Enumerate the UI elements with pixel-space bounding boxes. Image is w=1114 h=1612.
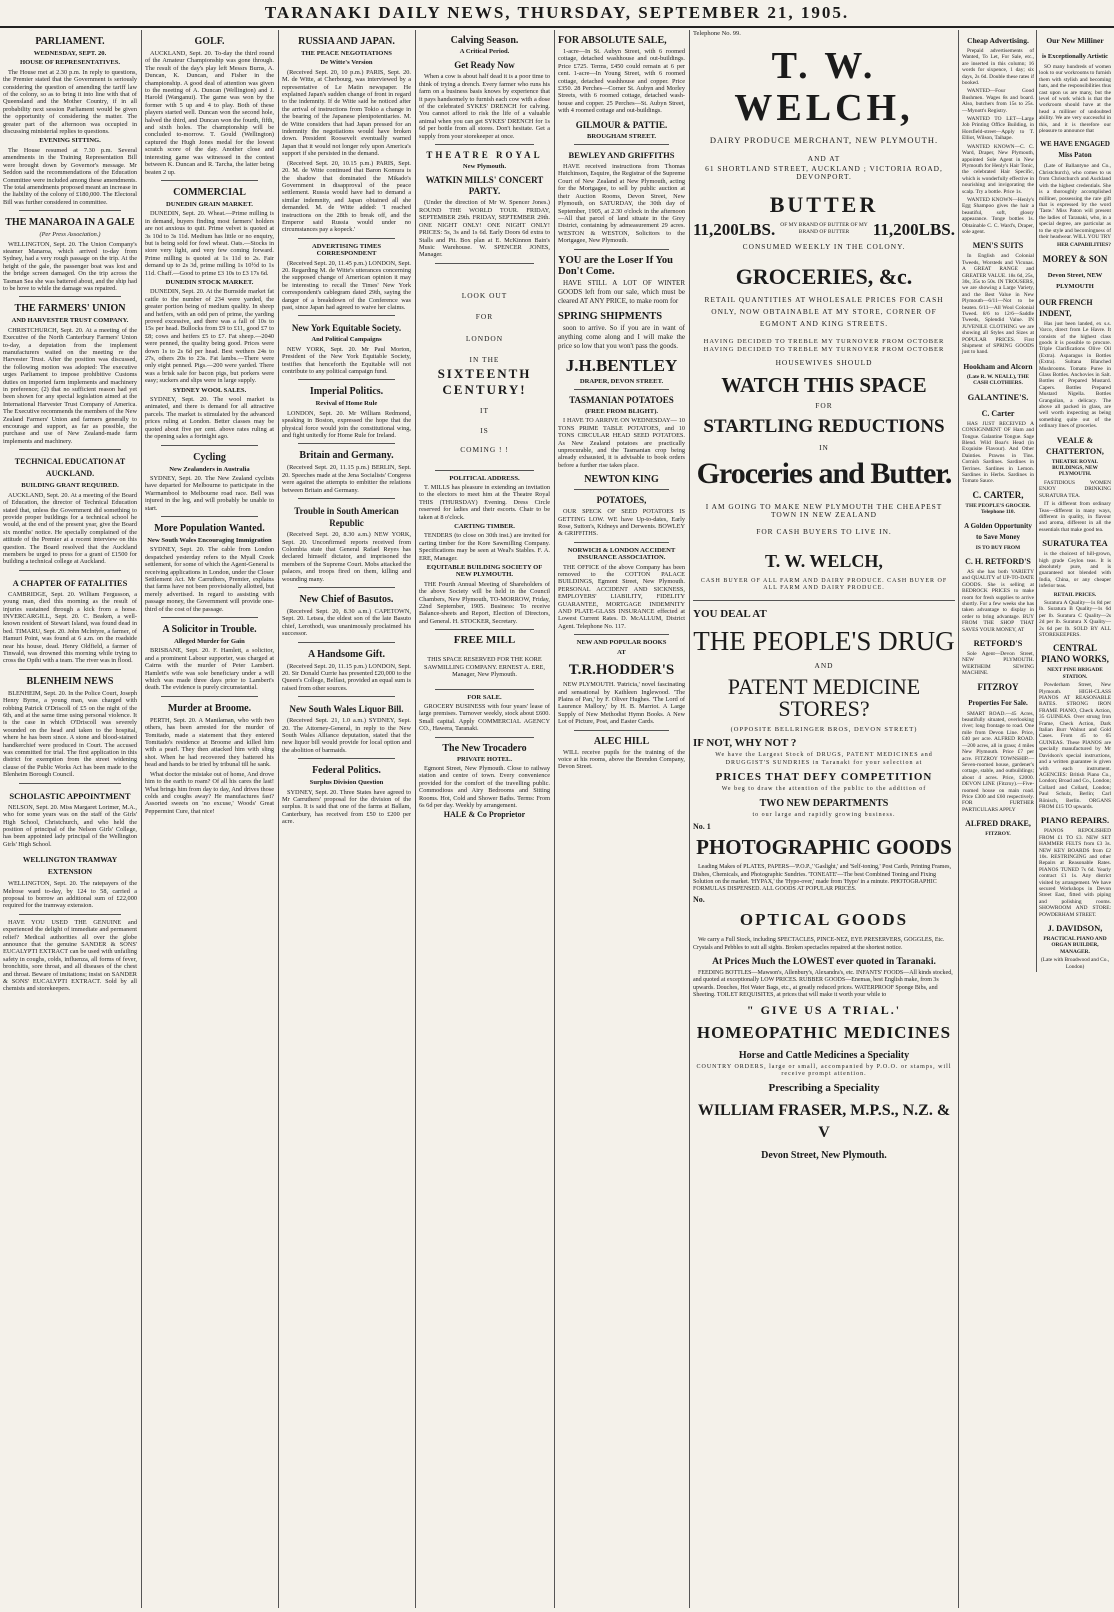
ad-heading: NORWICH & LONDON ACCIDENT INSURANCE ASSOCIATION. bbox=[567, 546, 676, 562]
divider bbox=[574, 144, 669, 145]
ad-text: Sole Agent—Devon Street, NEW PLYMOUTH. WERTHEIM SEWING MACHINE. bbox=[962, 651, 1034, 677]
homeopathic-heading: HOMEOPATHIC MEDICINES bbox=[696, 1022, 952, 1042]
horse-cattle-heading: Horse and Cattle Medicines a Speciality bbox=[738, 1049, 910, 1061]
ad-heading: MEN'S SUITS bbox=[972, 241, 1024, 251]
subhead: Surplus Division Question bbox=[309, 779, 384, 787]
divider bbox=[435, 263, 534, 264]
ad-title: Calving Season. bbox=[450, 35, 519, 46]
divider bbox=[435, 144, 534, 145]
subhead: BUILDING GRANT REQUIRED. bbox=[21, 482, 119, 490]
headline: Murder at Broome. bbox=[167, 702, 252, 714]
ad-line: LOOK OUT bbox=[461, 290, 508, 300]
housewives-line: HOUSEWIVES SHOULD bbox=[775, 358, 873, 368]
ad-heading: T.R.HODDER'S bbox=[568, 662, 675, 679]
ad-subtitle: is Exceptionally Artistic bbox=[1041, 53, 1109, 60]
subhead: De Witte's Version bbox=[320, 59, 373, 67]
ad-line: FOR bbox=[475, 312, 494, 322]
headline: TECHNICAL EDUCATION AT AUCKLAND. bbox=[14, 457, 126, 479]
ad-text: WANTED TO LET—Large Job Printing Office Building, in Horsfield-street—Apply to T. Elliot, Wilson, Taihape. bbox=[962, 116, 1034, 142]
headline: New Chief of Basutos. bbox=[299, 593, 394, 605]
column-5 bbox=[555, 30, 688, 1608]
ad-subtitle: IS TO BUY FROM bbox=[975, 544, 1021, 551]
welch-and-at: AND AT bbox=[807, 153, 841, 163]
ad-heading: TASMANIAN POTATOES bbox=[569, 394, 674, 405]
drug-heading: THE PEOPLE'S DRUG bbox=[693, 626, 955, 657]
startling-heading: STARTLING REDUCTIONS bbox=[703, 415, 945, 437]
ad-title: FOR ABSOLUTE SALE, bbox=[558, 35, 667, 46]
headline: GOLF. bbox=[194, 36, 225, 47]
headline: SCHOLASTIC APPOINTMENT bbox=[9, 790, 131, 801]
ad-text: WANTED KNOWN—Henly's Egg Shampoo gives the hair a beautiful, soft, glossy appearance. Tonge bottles 1s. Obtainable C. C. Ward's, Draper, sole agent. bbox=[962, 196, 1034, 235]
ad-subtitle: Properties For Sale. bbox=[968, 698, 1028, 707]
divider bbox=[298, 498, 395, 499]
article-text: (Received Sept. 20, 10 p.m.) PARIS, Sept. 20. M. de Witte, at Cherbourg, was interviewed by a representative of Le Matin newspaper. He explained Japan's sudden change of front in regard to the indemnity. If de Witte said he noticed after the arrival of instructions from Tokio a change in the bearing of the Japanese plenipotentiaries. M. de Witte considers that had Japan pressed for an indemnity the negotiations would have broken down. President Roosevelt eventually warned Japan that it would not longer rely upon America's support if she persisted in the demand. bbox=[282, 68, 411, 158]
ad-heading: VEALE & CHATTERTON, bbox=[1046, 435, 1104, 456]
article-text: LONDON, Sept. 20. Mr William Redmond, speaking in Boston, expressed the hope that the physical force would join the constitutional wing, and fight unitedly for Home Rule for Ireland. bbox=[282, 409, 411, 440]
divider bbox=[574, 542, 669, 543]
subhead: SYDNEY WOOL SALES. bbox=[172, 386, 247, 394]
divider bbox=[574, 389, 669, 390]
advertisement-text: HAVE YOU USED THE GENUINE and experienced the delight of immediate and permanent relief? Medical authorities all over the globe announce that the genuine SANDER & SONS' EUCALYPTI EXTRACT can be used with unfailing safety in coughs, colds, influenza, all forms of fever, bronchitis, sore throat, and all diseases of the chest and throat. Beware of imitations; insist on SANDER & SONS' EUCALYPTI EXTRACT. Sold by all chemists and storekeepers. bbox=[3, 918, 137, 993]
subhead: EVENING SITTING. bbox=[39, 137, 101, 145]
right-columns bbox=[962, 30, 1111, 972]
article-text: The House resumed at 7.30 p.m. Several amendments in the Training Representation Bill were brought down by Governor's message. Mr Seddon said the recommendations of the Education Committee were included among these amendments. The total amendments proposed meant an increase in the liability of the colony of £180,000. The Electoral Bill was further considered in committee. bbox=[3, 146, 137, 206]
ad-subtitle: RETAIL PRICES. bbox=[1053, 591, 1097, 598]
department-number: No. 1 bbox=[693, 821, 711, 831]
divider bbox=[574, 249, 669, 250]
ad-footer: HALE & Co Proprietor bbox=[443, 810, 526, 820]
retail-note: RETAIL QUANTITIES AT WHOLESALE PRICES FOR CASH ONLY, NOW OBTAINABLE AT MY STORE, CORNER OF EGMONT AND KING STREETS. bbox=[704, 295, 944, 329]
divider bbox=[298, 315, 395, 316]
and-line: AND bbox=[814, 661, 834, 671]
divider bbox=[19, 914, 121, 915]
article-text: CHRISTCHURCH, Sept. 20. At a meeting of the Executive of the North Canterbury Farmers' Union to-day, a deputation from the implement manufacturers waited on the meeting re the Harvester Trust. After the position was discussed, the following motion was adopted: The executive urges Parliament to impose prohibitive Customs duties on imported farm implements and machinery in preference; (2) that no sufficient reason had yet been shown for any special legislation aimed at the International Harvester Trust Company of America. The Executive recommends the members of the New Zealand Farmers' Union and farmers generally to encourage and support, as far as possible, the purchase and use of New Zealand-made farm implements and machinery. bbox=[3, 326, 137, 445]
ad-heading: C. CARTER, bbox=[972, 489, 1024, 500]
country-orders-note: COUNTRY ORDERS, large or small, accompanied by P.O.O. or stamps, will receive prompt attention. bbox=[696, 1063, 952, 1078]
divider bbox=[19, 669, 121, 670]
divider bbox=[298, 758, 395, 759]
ad-text: WILL receive pupils for the training of the voice at his rooms, above the Brendon Company, Devon Street. bbox=[558, 748, 685, 771]
headline: New South Wales Liquor Bill. bbox=[289, 704, 404, 715]
subhead: AND HARVESTER TRUST COMPANY. bbox=[11, 317, 129, 325]
ad-subtitle: PRIVATE HOTEL. bbox=[456, 755, 513, 763]
patent-heading: PATENT MEDICINE STORES? bbox=[727, 673, 921, 721]
column-7 bbox=[962, 30, 1037, 972]
ad-text: PIANOS REPOLISHED FROM £1 TO £3. NEW SET HAMMER FELTS from £3 3s. NEW KEY BOARDS from £2 10s. RESTRINGING and other Repairs at Reasonable Rates. PIANOS TUNED 7s 6d. Yearly contract £1 1s. Any district visited by arrangement. We have secured Workshops in Devon Street East, fitted with piping and polishing rooms. SHOWROOM AND STORE: POWDERHAM STREET. bbox=[1039, 828, 1111, 918]
departments-intro: We beg to draw the attention of the public to the addition of bbox=[721, 785, 927, 792]
divider bbox=[435, 629, 534, 630]
article-text: SYDNEY, Sept. 20. The wool market is animated, and there is demand for all attractive parcels. The market is stimulated by the advanced prices ruling at London. Better classes may be quoted about five per cent. above rates ruling at the opening sales a fortnight ago. bbox=[145, 396, 274, 441]
headline: Cycling bbox=[193, 451, 226, 463]
article-text: BLENHEIM, Sept. 20. In the Police Court, Joseph Henry Byrne, a young man, was charged with robbing Patrick O'Driscoll of £5 on the night of the 6th, and at the same time using personal violence. It is the case in which O'Driscoll was severely wounded on the head and taken to the hospital, where he has been since. A stone and blood-stained handkerchief were produced in Court. The accused was committed for trial. The first application in this district for exemption from the street widening clause of the Public Works Act has been made to the Blenheim Borough Council. bbox=[3, 689, 137, 779]
divider bbox=[435, 470, 534, 471]
divider bbox=[574, 730, 669, 731]
headline: A Handsome Gift. bbox=[308, 648, 385, 660]
article-text: AUCKLAND, Sept. 20. At a meeting of the Board of Education, the director of Technical Education stated that, unless the Government did something to provide proper buildings for a technical school he would, at the end of the present year, give the Board six months' notice. He specially complained of the attitude of the Premier at a recent interview on this question. The Board resolved that the Auckland members be urged to press for a grant of £1500 for building a technical college at Auckland. bbox=[3, 491, 137, 566]
ad-text: HER CAPABILITIES? bbox=[1057, 242, 1111, 249]
divider bbox=[298, 642, 395, 643]
ad-heading: PIANO REPAIRS. bbox=[1040, 815, 1110, 826]
divider bbox=[298, 379, 395, 380]
ad-text: GROCERY BUSINESS with four years' lease of large premises. Turnover weekly, stock about £600. Small capital. Apply COMMERCIAL AGENCY CO., Hawera, Taranaki. bbox=[419, 702, 550, 733]
headline: COMMERCIAL bbox=[173, 186, 246, 198]
butter-weight-right: 11,200LBS. bbox=[872, 219, 955, 239]
article-text: The House met at 2.30 p.m. In reply to questions, the Premier stated that the Government is seriously considering the question of amending the tariff law of the colony, so as to bring it into line with that of Queensland and the Mother Country, if in all probability next session Parliament would be given the opportunity of considering the matter. The greater part of the afternoon was occupied in discussing ministerial replies to questions. bbox=[3, 68, 137, 136]
column-8 bbox=[1037, 30, 1111, 972]
fraser-address: Devon Street, New Plymouth. bbox=[761, 1150, 887, 1162]
optical-text: We carry a Full Stock, including SPECTACLES, PINCE-NEZ, EYE PRESERVERS, GOGGLES, Etc. Crystals and Pebbles to suit all sights. Broken spectacles repaired at the shortest notice. bbox=[693, 937, 945, 951]
cash-buyer-note: CASH BUYER OF ALL FARM AND DAIRY PRODUCE. CASH BUYER OF ALL FARM AND DAIRY PRODUCE. bbox=[700, 577, 948, 591]
article-text: (Received Sept. 20, 10.15 p.m.) PARIS, Sept. 20. M. de Witte continued that Baron Komura is the shadow that dominated the Mikado's Government in disapproval of the peace settlement. Russia would have had to demand a similar indemnity, and Japan obtained all she demanded. M. de Witte added: 'I reached instructions on the 28th to break off, and the Emperor said Russia would under no circumstances pay a kopeck.' bbox=[282, 159, 411, 234]
in-line: IN bbox=[819, 442, 829, 452]
divider bbox=[298, 443, 395, 444]
ad-heading: J.H.BENTLEY bbox=[565, 355, 678, 375]
ad-heading: OUR FRENCH INDENT, bbox=[1039, 297, 1093, 318]
product-list: FEEDING BOTTLES—Mawson's, Allenbury's, Alexandra's, etc. INFANTS' FOODS—All kinds stocked, and quoted at exceptionally LOW PRICES. RUBBER GOODS—Enemas, best English make, from 3s upwards. Douches, Hot Water Bags, etc., at greatly reduced prices. WATERPROOF Sponge Bibs, and Sheeting. TOILET REQUISITES, at prices that will make it worth your while to bbox=[693, 970, 953, 999]
ad-text: TENDERS (to close on 30th inst.) are invited for carting timber for the Kore Sawmilling Company. Specifications may be seen at Weal's Stables. F. A. ERE, Manager. bbox=[419, 532, 550, 562]
divider bbox=[19, 296, 121, 297]
divider bbox=[19, 570, 121, 571]
for-line: FOR bbox=[815, 401, 833, 411]
ad-title: Cheap Advertising. bbox=[967, 36, 1029, 45]
ad-text: THIS SPACE RESERVED FOR THE KORE SAWMILLING COMPANY. ERNEST A. ERE, Manager, New Plymouth. bbox=[424, 656, 545, 679]
headline: More Population Wanted. bbox=[154, 522, 265, 534]
ad-heading: YOU are the Loser If You Don't Come. bbox=[558, 254, 674, 277]
photographic-heading: PHOTOGRAPHIC GOODS bbox=[696, 835, 952, 860]
ad-text: soon to arrive. So if you are in want of anything come along and I will make the price so low that you won't pass the goods. bbox=[558, 323, 685, 350]
article-text: CAMBRIDGE, Sept. 20. William Fergusson, a young man, died this morning as the result of injuries sustained through a kick from a horse. INVERCARGILL, Sept. 20. C. Beaken, a well-known resident of Stewart Island, was found dead in bed. TIMARU, Sept. 20. John Mclntyre, a farmer, of Hamuri Point, was found at 6 a.m. on the roadside near his house, dead. Henry Oldfield, a farmer of Tinwald, was drowned this morning while trying to cross the Opihi with a team. The river was in flood. bbox=[3, 590, 137, 665]
ad-heading: ALFRED DRAKE, bbox=[965, 819, 1031, 829]
deal-heading: YOU DEAL AT bbox=[693, 608, 767, 621]
ad-text: When a cow is about half dead it is a poor time to think of trying a drench. Every farmer who runs his farm on a business basis knows by experience that it pays handsomely to furnish each cow with a dose of the celebrated SYKES' DRENCH for calving. You cannot afford to risk the life of a valuable animal when you can get SYKES' DRENCH for 1s 6d per bottle from all stores. Don't hesitate. Get a supply from your storekeeper at once. bbox=[419, 73, 550, 140]
subhead: Alleged Murder for Gain bbox=[174, 638, 245, 645]
ad-heading: BEWLEY AND GRIFFITHS bbox=[568, 150, 675, 161]
ad-text: AS she has both VARIETY and QUALITY of UP-TO-DATE GOODS. She is selling at BEDROCK PRICES to make room for fresh supplies to arrive shortly. For a few weeks she has taken advantage to display in order to bring advantage. BUY FROM THE SHOP THAT SAVES YOUR MONEY, AT bbox=[962, 568, 1034, 633]
divider bbox=[693, 600, 955, 601]
ad-subtitle: (Late R. W. NEALL), THE CASH CLOTHIERS. bbox=[966, 373, 1030, 387]
subhead: New South Wales Encouraging Immigration bbox=[147, 536, 272, 544]
ad-text: I HAVE TO ARRIVE ON WEDNESDAY— 10 TONS PRIME TABLE POTATOES, and 10 TONS CIRCULAR HEAD SEED POTATOES. As New Zealand potatoes are practically unprocurable, and the Tasmanian crop being already exhausted, it is advisable to book orders before a further rise takes place. bbox=[558, 417, 685, 469]
subhead: ADVERTISING TIMES CORRESPONDENT bbox=[311, 242, 382, 258]
ad-heading: SURATURA TEA bbox=[1042, 538, 1108, 549]
article-text: DUNEDIN, Sept. 20. At the Burnside market fat cattle to the number of 234 were yarded, the greater portion being of medium quality. In sheep and heifers, with an odd pen of prime, the yarding proved excessive, and there was a fall of 10s to 15s per head. Bullocks from £9 to £11, good £7 to £8; cows and heifers £5 to £7. Fat sheep.—2040 were penned, the quality being good. Prices were down 1s to 2s 6d per head. Best wethers 24s to 27s, others 20s to 23s. Fat lambs.—There were only eight penned. Pigs.—200 were yarded. There was a brisk sale for bacon pigs, but porkers were easy; suckers and slips were in large supply. bbox=[145, 288, 274, 385]
article-text: WELLINGTON, Sept. 20. The ratepayers of the Melrose ward to-day, by 124 to 58, carried a proposal to borrow an additional sum of £22,000 required for the tramway extension. bbox=[3, 880, 137, 910]
largest-stock-note: We have the Largest Stock of DRUGS, PATENT MEDICINES and DRUGGIST'S SUNDRIES in Taranaki for your selection at bbox=[715, 752, 933, 766]
ad-text: SMART ROAD.—45 Acres, beautifully situated, overlooking river; long frontage to road. One mile from Devon Line. Price, £40 per acre. ALFRED ROAD.—200 acres, all in grass; 4 miles New Plymouth. Price £7 per acre. FITZROY TOWNSHIP.—Seven-roomed house, gardener's cottage, stable, and outbuildings; about 4 acres. Price, £2000. DEVON LINE (Fitzroy).—Five-roomed house on main road. Price £300 and £60 respectively. FOR FURTHER PARTICULARS APPLY bbox=[962, 710, 1034, 813]
divider bbox=[574, 634, 669, 635]
ad-heading: C. Carter bbox=[981, 408, 1015, 418]
welch-subtitle: DAIRY PRODUCE MERCHANT, NEW PLYMOUTH. bbox=[709, 135, 939, 146]
ad-heading: ALEC HILL bbox=[593, 735, 650, 747]
departments-end: to our large and rapidly growing business. bbox=[752, 812, 896, 819]
divider bbox=[298, 696, 395, 697]
ad-heading: POTATOES, bbox=[596, 495, 647, 506]
ad-text: WANTED—Four Good Bushmen. Wages 8s and board. Also, butchers from 15s to 25s.—Mynott's Registry. bbox=[962, 88, 1034, 114]
ad-text: (Late of Ballantyne and Co., Christchurch), who comes to us from Christchurch and Auckland with the highest credentials. She is a thoroughly accomplished milliner, possessing the rare gift that is expressed by the word 'Taste.' Miss Paton will present the ladies of Taranaki, who, in a special degree, are particular as to the style and becomingness of their headwear. WILL YOU TRY bbox=[1039, 163, 1112, 240]
ad-heading: FREE MILL bbox=[453, 634, 516, 647]
welch-signature: T. W. WELCH, bbox=[765, 550, 883, 571]
ad-subtitle: THEATRE ROYAL BUILDINGS, NEW PLYMOUTH. bbox=[1051, 458, 1099, 478]
ad-heading: CARTING TIMBER. bbox=[454, 523, 515, 530]
departments-heading: TWO NEW DEPARTMENTS bbox=[759, 798, 889, 810]
divider bbox=[574, 489, 669, 490]
ad-heading: J. DAVIDSON, bbox=[1047, 923, 1103, 934]
article-text: BRISBANE, Sept. 20. F. Hamlett, a solicitor, and a prominent Labour supporter, was charged at Cairns with the murder of Peter Lambert. Hamlett's wife was sole beneficiary under a will which was made three days prior to Lambert's death. The evidence is purely circumstantial. bbox=[145, 647, 274, 692]
headline: PARLIAMENT. bbox=[35, 36, 105, 47]
ad-subtitle: AT bbox=[617, 648, 626, 656]
article-text: SYDNEY, Sept. 20. Three States have agreed to Mr Carruthers' proposal for the division of the surplus. It is said that one of the farms at Ballam, Canterbury, has received from £50 to £200 per acre. bbox=[282, 788, 411, 826]
ad-text: T. MILLS has pleasure in extending an invitation to the electors to meet him at the Theatre Royal THIS (THURSDAY) Evening. Dress Circle reserved for ladies and their escorts. Chair to be taken at 8 o'clock. bbox=[419, 483, 550, 521]
ad-heading: The New Trocadero bbox=[442, 742, 527, 754]
divider bbox=[161, 516, 258, 517]
ad-line: CENTURY! bbox=[442, 382, 527, 398]
headline: THE FARMERS' UNION bbox=[14, 303, 126, 315]
ad-subtitle: BROUGHAM STREET. bbox=[586, 132, 657, 140]
ad-text: NEW PLYMOUTH. 'Patricia,' novel fascinating and sensational by Kathleen Inglewood. 'The Plains of Pan,' by F. Oliver Hughes. 'The Lord of Laurence Mallory,' by H. B. Marriot. A Large Supply of New Methodist Hymn Books. A New Lot of Picture, Post, and Easter Cards. bbox=[558, 681, 685, 726]
column-1 bbox=[0, 30, 140, 1608]
subhead: THE PEACE NEGOTIATIONS bbox=[301, 50, 392, 57]
ad-text: WANTED KNOWN—C. C. Ward, Draper, New Plymouth, appointed Sole Agent in New Plymouth for Henly's Hair Tonic, the celebrated Hair Specific, which is wonderfully effective in nourishing and invigorating the scalp. Try a bottle. Price 1s. bbox=[962, 143, 1034, 195]
subhead: Revival of Home Rule bbox=[315, 400, 378, 408]
ad-line: COMING ! ! bbox=[460, 445, 509, 455]
headline: A CHAPTER OF FATALITIES bbox=[12, 577, 128, 588]
cash-buyers-note: FOR CASH BUYERS TO LIVE IN. bbox=[756, 527, 892, 537]
lowest-price-heading: At Prices Much the LOWEST ever quoted in Taranaki. bbox=[712, 957, 936, 967]
welch-drug-advertisement bbox=[690, 30, 958, 1608]
ad-text: Powderham Street, New Plymouth. HIGH-CLASS PIANOS AT REASONABLE RATES. STRONG IRON FRAME PIANO, Check Action, 35 GUINEAS. Over strung Iron Frame, Check Action, Dark Italian Burr Walnut and Gold Cases. From 45 to 65 GUINEAS. These PIANOS are specially manufactured by Mr Davidson's special instructions, and a written guarantee is given with each instrument. AGENCIES: British Piano Co., London; Broad and Co., London; Collard and Collard, London; Paul Schulz, Berlin; Carl Rönisch, Berlin. ORGANS FROM £15 TO upwards. bbox=[1039, 682, 1111, 810]
headline: BLENHEIM NEWS bbox=[26, 675, 114, 687]
ad-subtitle: Devon Street, NEW PLYMOUTH bbox=[1047, 271, 1103, 290]
article-text: (Received Sept. 20, 11.15 p.m.) LONDON, Sept. 20. Sir Donald Currie has presented £20,000 to the Queen's College, Belfast, provided an equal sum is raised from other sources. bbox=[282, 662, 411, 692]
divider bbox=[161, 617, 258, 618]
press-credit: (Per Press Association.) bbox=[39, 231, 101, 239]
trial-heading: " GIVE US A TRIAL.' bbox=[746, 1002, 902, 1017]
ad-text: Suratura A Quality—1s 8d per lb. Suratura B Quality—1s 6d per lb. Suratura C Quality—2s 2d per lb. Suratura X Quality—2s 6d per lb. SOLD BY ALL STOREKEEPERS. bbox=[1039, 599, 1111, 638]
headline: Imperial Politics. bbox=[309, 386, 384, 398]
ad-text: 1-acre—In St. Aubyn Street, with 6 roomed cottage, detached washhouse and out-buildings. Price £725. Terms, £450 could remain at 6 per cent. 1-acre—In Young Street, with 6 roomed cottage, detached washhouse and copper. Price £350. 28 Perches—Corner St. Aubyn and Morley Streets, with 6 roomed cottage, detached wash-house and copper. 25 Perches—St. Aubyn Street, with 4 roomed cottage and out-buildings. bbox=[558, 48, 685, 115]
headline: Trouble in South American Republic bbox=[294, 506, 399, 529]
telephone-number: Telephone No. 99. bbox=[693, 30, 741, 37]
ad-line: IT bbox=[480, 406, 489, 416]
ad-text: THE Fourth Annual Meeting of Shareholders of the above Society will be held in the Council Chambers, New Plymouth, TO-MORROW, Friday, 22nd September, 1905. Business: To receive Balance-sheets and Report, Election of Directors, and General. H. STOCKER, Secretary. bbox=[419, 580, 550, 625]
ad-title: THEATRE ROYAL bbox=[426, 150, 543, 161]
opposite-note: (OPPOSITE BELLRINGER BROS, DEVON STREET) bbox=[730, 725, 918, 733]
ad-subtitle: DRAPER, DEVON STREET. bbox=[579, 377, 664, 385]
masthead: TARANAKI DAILY NEWS, THURSDAY, SEPTEMBER 21, 1905. bbox=[0, 0, 1114, 28]
divider bbox=[435, 737, 534, 738]
ad-heading: FITZROY bbox=[977, 681, 1019, 692]
prescribing-heading: Prescribing a Speciality bbox=[768, 1082, 880, 1095]
headline: A Solicitor in Trouble. bbox=[162, 624, 257, 635]
ad-heading: WE HAVE ENGAGED Miss Paton bbox=[1040, 140, 1110, 160]
divider bbox=[161, 180, 258, 181]
divider bbox=[161, 696, 258, 697]
ad-heading: MOREY & SON bbox=[1042, 253, 1108, 264]
butter-heading: BUTTER bbox=[769, 192, 879, 218]
article-text: (Received Sept. 20, 11.45 p.m.) LONDON, Sept. 20. Regarding M. de Witte's utterances concerning the supposed change of American opinion it may be interesting to recall the Times' New York correspondent's cablegram dated 29th, saying the danger of a breakdown of the Conference was past, since Japan had agreed to waive her claims. bbox=[282, 259, 411, 311]
divider bbox=[19, 449, 121, 450]
headline: RUSSIA AND JAPAN. bbox=[298, 36, 395, 47]
ad-text: is the choicest of hill-grown, high grade Ceylon teas. It is absolutely pure, and is guaranteed not blended with India, China, or any cheaper inferior teas. bbox=[1039, 551, 1111, 590]
ad-line: SIXTEENTH bbox=[437, 366, 532, 382]
article-text: (Received Sept. 20, 8.30 a.m.) CAPETOWN, Sept. 20. Letsea, the eldest son of the late Basuto chief, Lerothodi, was unanimously proclaimed his successor. bbox=[282, 607, 411, 638]
if-not-heading: IF NOT, WHY NOT ? bbox=[693, 737, 797, 750]
divider bbox=[161, 445, 258, 446]
article-text: DUNEDIN, Sept. 20. Wheat.—Prime milling is in demand, buyers finding most farmers' holders are not anxious to quit. Prime velvet is quoted at 3s 10d to 3s 11d. Medium has little or no enquiry, but is being sold for fowl wheat. Oats.—Stocks in store very light, and very few coming forward. Prime milling is quoted at 1s 11d to 2s. Fair demand up to 2s 3d, prime milling 1s 10½d to 1s 11d. Chaff.—Good to prime £3 10s to £3 17s 6d. bbox=[145, 210, 274, 277]
ad-heading: SPRING SHIPMENTS bbox=[558, 310, 663, 322]
butter-weight-left: 11,200LBS. bbox=[693, 219, 776, 239]
headline: New York Equitable Society. bbox=[291, 323, 402, 334]
ad-text: Prepaid advertisements of Wanted, To Let, For Sale, etc., are inserted in this column; 16 words for sixpence, 1 day; six days, 2s 6d. Double these rates if booked. bbox=[962, 48, 1034, 87]
butter-weight-row bbox=[693, 219, 955, 239]
column-4 bbox=[416, 30, 553, 1608]
ad-text: HAVE STILL A LOT OF WINTER GOODS left from our sale, which must be cleared AT ANY PRICE, to make room for bbox=[558, 278, 685, 305]
article-text: AUCKLAND, Sept. 20. To-day the third round of the Amateur Championship was gone through. The result of the day's play left Messrs Burns, A. Duncan, K. Duncan, and Fisher in the championship. A good deal of attention was given to the meeting of A. Duncan (Wellington) and J. Harold (Wanganui). The game was won by the former with 5 up and 4 to play. Both of these players started well. Duncan won the second hole, halved the third, and Duncan won the fourth, fifth, and sixth holes. The championship will be concluded to-morrow. T. Gould (Wellington) captured the Hugh Jones medal for the lowest scratch score of the day. Another close and interesting game was witnessed in the contest between K. Duncan and R. Tarcha, the latter being beaten 2 up. bbox=[145, 50, 274, 176]
ad-subtitle: PRACTICAL PIANO AND ORGAN BUILDER, MANAGER. bbox=[1043, 936, 1107, 955]
subhead: And Political Campaigns bbox=[311, 336, 382, 344]
ad-text: Has just been landed, ex s.s. Varco, direct from Le Havre. It consists of the highest class goods it is possible to procure. Triple Clarifications Olive Oil (Extra). Asparagus in Bottles (Extra). Sultana Blanched Mushrooms. Tomato Puree in Glass Bottles. Anchovies in Salt. Bottles of Prepared Mustard. Capers. Bottles Prepared Mustard Nigella. Bottles Grangolian, a delicacy. The above all packed in glass, are well worth inspecting as being something quite out of the ordinary lines of groceries. bbox=[1039, 320, 1111, 430]
article-text: (Received Sept. 21, 1.0 a.m.) SYDNEY, Sept. 20. The Attorney-General, in reply to the New South Wales Alliance deputation, stated that the new liquor bill would provide for local option and the abolition of barmaids. bbox=[282, 717, 411, 754]
welch-name: T. W. WELCH, bbox=[734, 45, 914, 130]
ad-text: In English and Colonial Tweeds, Worsteds and Vicunas. A GREAT RANGE and GREATER VALUE. 18s 6d, 25s, 30s, 35s to 50s. IN TROUSERS, we are showing a Large Variety, and the Best Value in New Plymouth—6/11—Not to be beaten. 6/11—All Wool Colonial Tweed. 8/6 to 12/6—Saddle Tweeds, Splendid Value. IN JUVENILE CLOTHING we are showing all Styles and Sizes at POPULAR PRICES. First Shipment of SPRING GOODS just to hand. bbox=[962, 253, 1034, 356]
ad-text: IT is different from ordinary Teas—different in many ways, different in quality, in flavour and aroma, different in all the essentials that make good tea. bbox=[1039, 501, 1111, 533]
column-3 bbox=[279, 30, 414, 1608]
ad-line: IS bbox=[480, 425, 489, 435]
ad-heading: RETFORD'S bbox=[973, 638, 1023, 649]
ad-heading: WATKIN MILLS' CONCERT PARTY. bbox=[425, 175, 544, 197]
ad-heading: A Golden Opportunity to Save Money bbox=[964, 521, 1032, 541]
ad-heading: POLITICAL ADDRESS. bbox=[449, 474, 520, 482]
consumed-note: CONSUMED WEEKLY IN THE COLONY. bbox=[742, 241, 906, 251]
ad-heading: Get Ready Now bbox=[454, 60, 515, 71]
subhead: DUNEDIN STOCK MARKET. bbox=[165, 278, 254, 286]
cheapest-note: I AM GOING TO MAKE NEW PLYMOUTH THE CHEAPEST TOWN IN NEW ZEALAND bbox=[705, 502, 943, 519]
article-text: WELLINGTON, Sept. 20. The Union Company's steamer Manaroa, which arrived to-day from Sydney, had a very rough passage on the trip. At the height of the gale, the passenger boat was lost and the bridge screen damaged. On the trip across the Tasman Sea she was battered about, and the ship had to be hove to while the damage was repaired. bbox=[3, 240, 137, 292]
ad-text: OUR SPECK OF SEED POTATOES IS GETTING LOW. WE have Up-to-dates, Early Rose, Sutton's, Kidneys and Derwents. BOWLEY & GRIFFITHS. bbox=[558, 508, 685, 538]
ad-text: HAVE received instructions from Thomas Hutchinson, Esquire, the Registrar of the Supreme Court of New Zealand at New Plymouth, acting for the Mortgagee, to sell by public auction at their Auction Rooms, Devon Street, New Plymouth, on SATURDAY, the 30th day of September, 1905, at 2.30 o'clock in the afternoon—All that parcel of land situate in the Grey District, containing by admeasurement 29 acres. WESTON & WESTON, Solicitors to the Mortgagee, New Plymouth. bbox=[558, 163, 685, 245]
ad-heading: C. H. RETFORD'S bbox=[965, 556, 1031, 566]
ad-line: LONDON bbox=[465, 333, 504, 343]
ad-text: (Under the direction of Mr W. Spencer Jones.) ROUND THE WORLD TOUR. FRIDAY, SEPTEMBER 29th. FRIDAY, SEPTEMBER 29th. ONE NIGHT ONLY! ONE NIGHT ONLY! PRICES: 5s, 3s and 1s 6d. Early Doors 6d extra to Stalls and Pit. Box plan at E. McKinnon Bain's Music Warehouse. W. SPENCER JONES, Manager. bbox=[419, 199, 550, 259]
divider bbox=[298, 587, 395, 588]
welch-address: 61 SHORTLAND STREET, AUCKLAND ; VICTORIA ROAD, DEVONPORT. bbox=[705, 164, 943, 181]
ad-heading: CENTRAL PIANO WORKS, bbox=[1041, 643, 1109, 665]
headline: WELLINGTON TRAMWAY EXTENSION bbox=[22, 855, 118, 877]
ad-subtitle: THE PEOPLE'S GROCER. Telephone 110. bbox=[965, 502, 1031, 516]
article-text: (Received Sept. 20, 8.30 a.m.) NEW YORK, Sept. 20. Unconfirmed reports received from Colombia state that General Rafael Reyes has declared himself dictator, and imprisoned the members of the Supreme Court. Mobs attacked the palaces, and troops fired on them, killing and wounding many. bbox=[282, 531, 411, 583]
subhead: New Zealanders in Australia bbox=[169, 465, 250, 473]
optical-heading: OPTICAL GOODS bbox=[739, 910, 909, 930]
ad-text: FASTIDIOUS WOMEN ENJOY DRINKING SURATURA TEA. bbox=[1039, 479, 1111, 499]
ad-subtitle: NEXT PINE BRIGADE STATION. bbox=[1047, 667, 1103, 680]
divider bbox=[19, 210, 121, 211]
ad-footer: (Late with Broadwood and Co., London) bbox=[1040, 957, 1110, 970]
article-text: SYDNEY, Sept. 20. The cable from London despatched yesterday refers to the Myall Creek settlement, for some of which the Agent-General is receiving applications in London, under the Closer Settlement Act. Mr Carruthers, Premier, explains that farms have not been provisionally allotted, but merely advertised. In regard to assisting with passage money, the Government will provide one-third of the cost of the passage. bbox=[145, 546, 274, 613]
ad-subtitle: FITZROY. bbox=[985, 831, 1011, 838]
subhead: DUNEDIN GRAIN MARKET. bbox=[166, 200, 253, 208]
watch-heading: WATCH THIS SPACE bbox=[721, 373, 927, 398]
groceries-butter-heading: Groceries and Butter. bbox=[696, 457, 952, 491]
column-right bbox=[959, 30, 1114, 1608]
column-2 bbox=[142, 30, 277, 1608]
ad-subtitle: A Critical Period. bbox=[459, 48, 510, 55]
ad-text: SO many hundreds of women look to our workrooms to furnish them with stylish and becoming hats, and the responsibilities thus cast upon us are many, but the level of work which is that the workroom should have at the head a milliner of undoubted ability. We are very successful in this, and it is therefore our pleasure to announce that bbox=[1039, 64, 1111, 135]
ad-text: THE OFFICE of the above Company has been removed to the COTTON PALACE BUILDINGS, Egmont Street, New Plymouth. PERSONAL ACCIDENT AND SICKNESS, EMPLOYERS' LIABILITY, FIDELITY GUARANTEE, MORTGAGE INDEMNITY AND PLATE-GLASS INSURANCE effected at Lowest Current Rates. D. McALLUM, District Agent. Telephone No. 117. bbox=[558, 563, 685, 630]
headline: Britain and Germany. bbox=[299, 450, 394, 462]
ad-heading: Hookham and Alcorn bbox=[963, 361, 1033, 371]
headline: Federal Politics. bbox=[312, 765, 381, 777]
advertisement-text: What doctor the mistake out of home, And drove him to the earth to roam? Of all his cares the last! What brings him from day to day, And drives those colds and coughs away? He manufactures fast? Assorted sweets on 'no excuse,' Woods' Great Peppermint Cure, that nice! bbox=[145, 770, 275, 815]
dateline: WEDNESDAY, SEPT. 20. bbox=[33, 50, 107, 57]
article-text: SYDNEY, Sept. 20. The New Zealand cyclists have departed for Melbourne to participate in the Warrnambool to Melbourne road race. Bell was injured in the leg, and will probably be unable to start. bbox=[145, 474, 274, 512]
ad-text: Egmont Street, New Plymouth. Close to railway station and centre of town. Every convenience provided for the comfort of the travelling public. Commodious and Airy Bedrooms and Sitting Rooms. Hot, Cold and Shower Baths. Terms: From 6s 6d per day. Weekly by arrangement. bbox=[419, 764, 550, 809]
groceries-heading: GROCERIES, &c. bbox=[735, 264, 913, 290]
ad-heading: NEWTON KING bbox=[584, 474, 659, 486]
prices-heading: PRICES THAT DEFY COMPETITION bbox=[715, 770, 933, 783]
ad-heading: NEW AND POPULAR BOOKS bbox=[576, 639, 667, 647]
ad-text: HAS JUST RECEIVED A CONSIGNMENT OF Ham and Tongue. Galantine Tongue. Sage Blend. Wild Boar's Head (in Exquisite Flavour). And Other Dainties. Prawns in Tins. Cornish Sardines. Sardines in Terrines. Sardines in Lemon. Sardines in Herbs. Sardines in Tomato Sauce. bbox=[962, 420, 1034, 485]
divider bbox=[19, 783, 121, 784]
divider bbox=[298, 238, 395, 239]
treble-note: HAVING DECIDED TO TREBLE MY TURNOVER FROM OCTOBER HAVING DECIDED TO TREBLE MY TURNOVER FROM OCTOBER bbox=[703, 338, 945, 353]
photographic-text: Leading Makes of PLATES, PAPERS—'P.O.P.,' 'Gaslight,' and 'Self-toning,' Post Cards, Printing Frames, Dishes, Chemicals, and Photographic Sundries. 'TONEATE'—The best Combined Toning and Fixing Solution on the market. 'HYPAX,' the 'Hypo-over,' made from 'Hypo' in a minute. PHOTOGRAPHIC FORMULAS DISPENSED. ALL GOODS AT POPULAR PRICES. bbox=[693, 864, 951, 893]
article-text: PERTH, Sept. 20. A Manilaman, who with two others, has been arrested for the murder of Tomitado, made a statement that they entered Tomitado's residence at Broome and killed him with a pearl. They then attacked him with sling shot. When he had recovered they battered his head and hands to be tried by tribunal till he sank. bbox=[145, 716, 274, 769]
ad-heading: GALANTINE'S. bbox=[967, 391, 1029, 402]
article-text: (Received Sept. 20, 11.15 p.m.) BERLIN, Sept. 20. Speeches made at the Jena Socialists' Congress were against the attempts to embitter the relations between Britain and Germany. bbox=[282, 464, 411, 494]
ad-heading: EQUITABLE BUILDING SOCIETY OF NEW PLYMOUTH. bbox=[426, 564, 543, 579]
department-number: No. bbox=[693, 894, 705, 904]
article-text: NELSON, Sept. 20. Miss Margaret Lorimer, M.A., who for some years was on the staff of the Girls' High School, Christchurch, and who held the position of principal of the Nelson Girls' College, has been appointed lady principal of the Wellington Girls' High School. bbox=[3, 803, 137, 848]
article-text: NEW YORK, Sept. 20. Mr Paul Morton, President of the New York Equitable Society, testifies that henceforth the Equitable will not contribute to any political campaign fund. bbox=[282, 345, 411, 376]
ad-title: Our New Milliner bbox=[1046, 36, 1104, 45]
fraser-name: WILLIAM FRASER, M.P.S., N.Z. & V bbox=[697, 1102, 951, 1142]
ad-heading: GILMOUR & PATTIE. bbox=[575, 119, 668, 130]
subhead: HOUSE OF REPRESENTATIVES. bbox=[19, 59, 121, 67]
ad-subtitle: New Plymouth. bbox=[462, 163, 507, 171]
ad-subtitle: (FREE FROM BLIGHT). bbox=[584, 407, 659, 415]
ad-heading: FOR SALE. bbox=[467, 693, 502, 701]
butter-brand-note: OF MY BRAND OF BUTTER OF MY BRAND OF BUTTER bbox=[780, 222, 868, 236]
ad-line: IN THE bbox=[469, 354, 500, 364]
divider bbox=[435, 689, 534, 690]
headline: THE MANAROA IN A GALE bbox=[5, 217, 135, 229]
